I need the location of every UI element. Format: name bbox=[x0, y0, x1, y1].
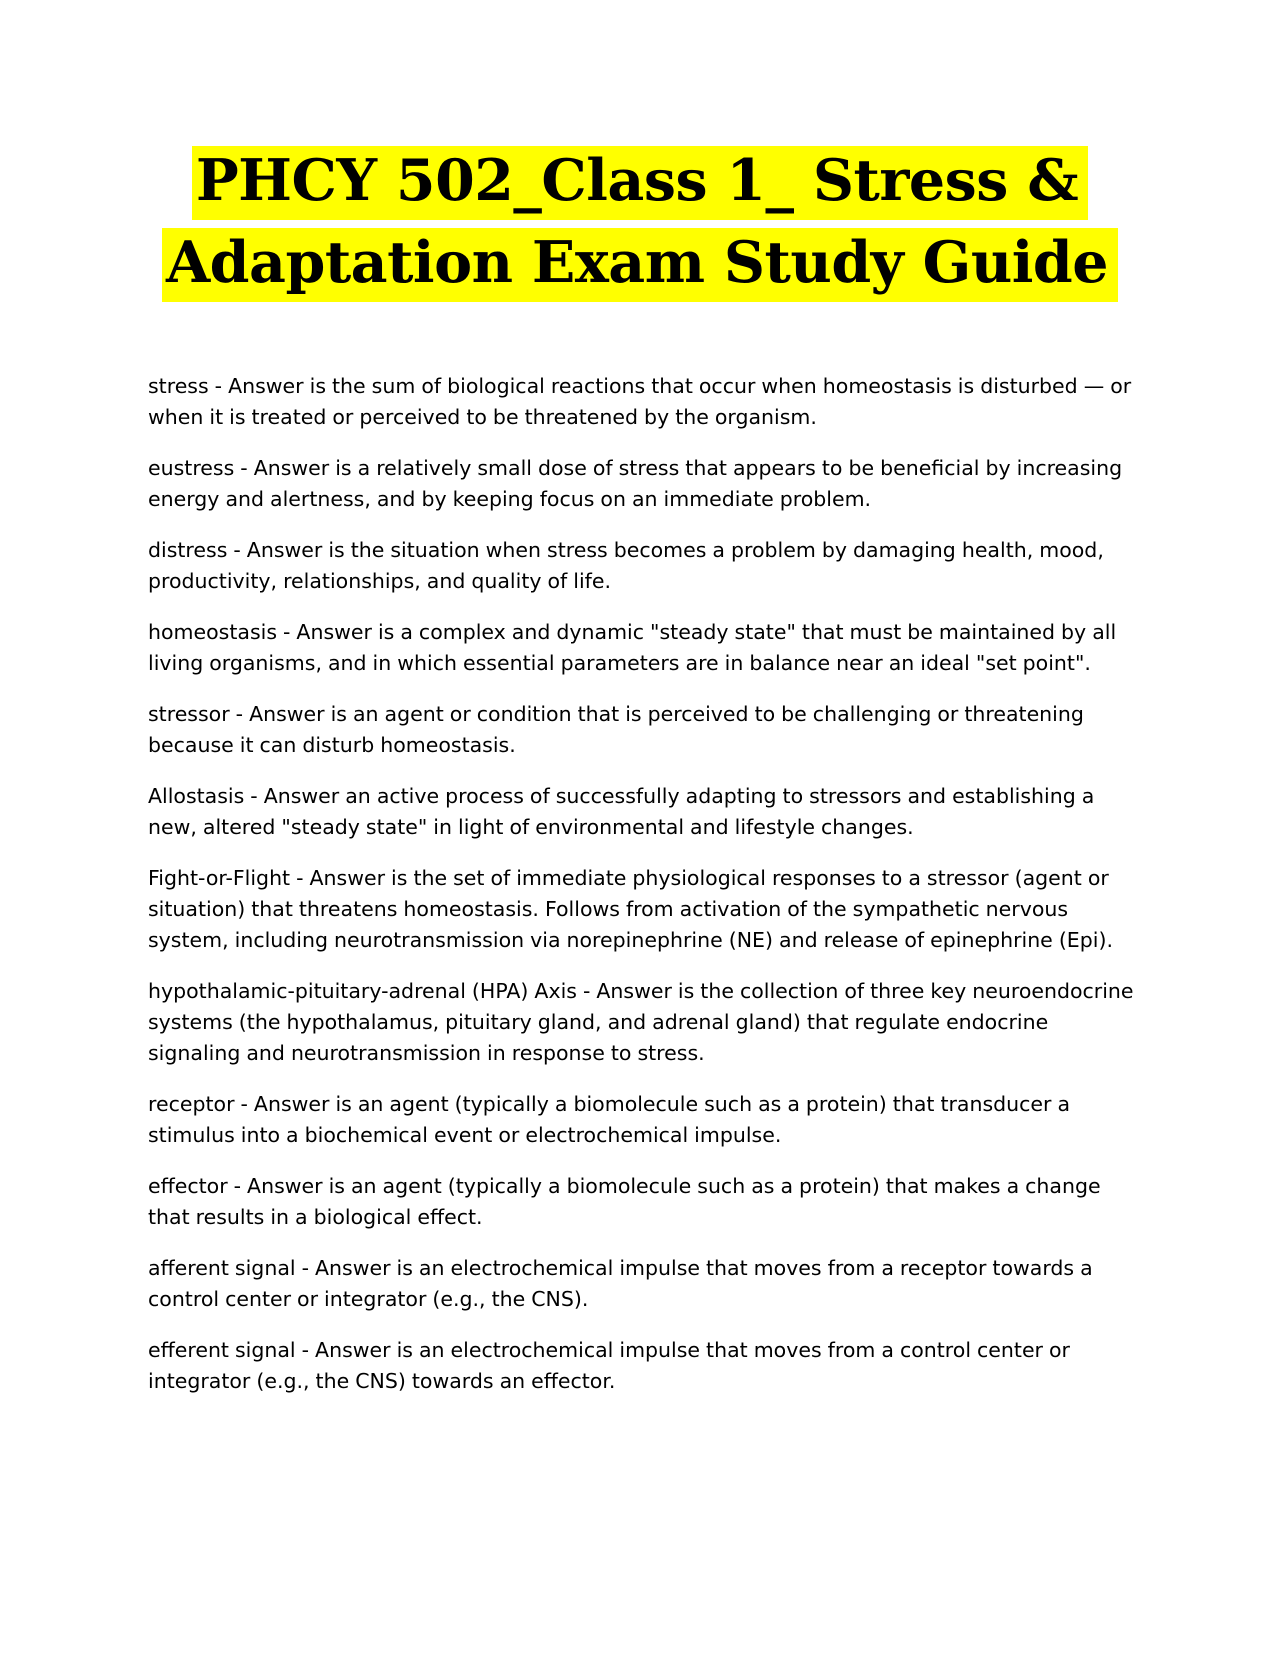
definition-eustress: eustress - Answer is a relatively small dose of stress that appears to be beneficial by increasing energy and alertness, and by keeping focus on an immediate problem. bbox=[148, 456, 1123, 511]
definition-hpa-axis: hypothalamic-pituitary-adrenal (HPA) Axis - Answer is the collection of three key neuroendocrine systems (the hypothalamus, pituitary gland, and adrenal gland) that regulate endocrine signaling and neurotransmission in response to stress. bbox=[148, 979, 1134, 1065]
title-line-1: PHCY 502_Class 1_ Stress & bbox=[192, 146, 1088, 220]
definition-efferent-signal: efferent signal - Answer is an electrochemical impulse that moves from a control center or integrator (e.g., the CNS) towards an effector. bbox=[148, 1338, 1070, 1393]
document-title bbox=[0, 146, 1280, 302]
definition-homeostasis: homeostasis - Answer is a complex and dynamic "steady state" that must be maintained by all living organisms, and in which essential parameters are in balance near an ideal "set point". bbox=[148, 620, 1117, 675]
definition-stress: stress - Answer is the sum of biological reactions that occur when homeostasis is disturbed — or when it is treated or perceived to be threatened by the organism. bbox=[148, 374, 1132, 429]
definition-stressor: stressor - Answer is an agent or condition that is perceived to be challenging or threatening because it can disturb homeostasis. bbox=[148, 702, 1084, 757]
definitions-list bbox=[148, 371, 1138, 1417]
definition-effector: effector - Answer is an agent (typically a biomolecule such as a protein) that makes a change that results in a biological effect. bbox=[148, 1174, 1101, 1229]
definition-afferent-signal: afferent signal - Answer is an electrochemical impulse that moves from a receptor towards a control center or integrator (e.g., the CNS). bbox=[148, 1256, 1093, 1311]
title-line-2: Adaptation Exam Study Guide bbox=[162, 228, 1118, 302]
definition-fight-or-flight: Fight-or-Flight - Answer is the set of immediate physiological responses to a stressor (agent or situation) that threatens homeostasis. Follows from activation of the sympathetic nervous system, including neurotransmission via norepinephrine (NE) and release of epinephrine (Epi). bbox=[148, 866, 1113, 952]
definition-receptor: receptor - Answer is an agent (typically a biomolecule such as a protein) that transducer a stimulus into a biochemical event or electrochemical impulse. bbox=[148, 1092, 1071, 1147]
definition-distress: distress - Answer is the situation when stress becomes a problem by damaging health, mood, productivity, relationships, and quality of life. bbox=[148, 538, 1104, 593]
definition-allostasis: Allostasis - Answer an active process of successfully adapting to stressors and establishing a new, altered "steady state" in light of environmental and lifestyle changes. bbox=[148, 784, 1095, 839]
